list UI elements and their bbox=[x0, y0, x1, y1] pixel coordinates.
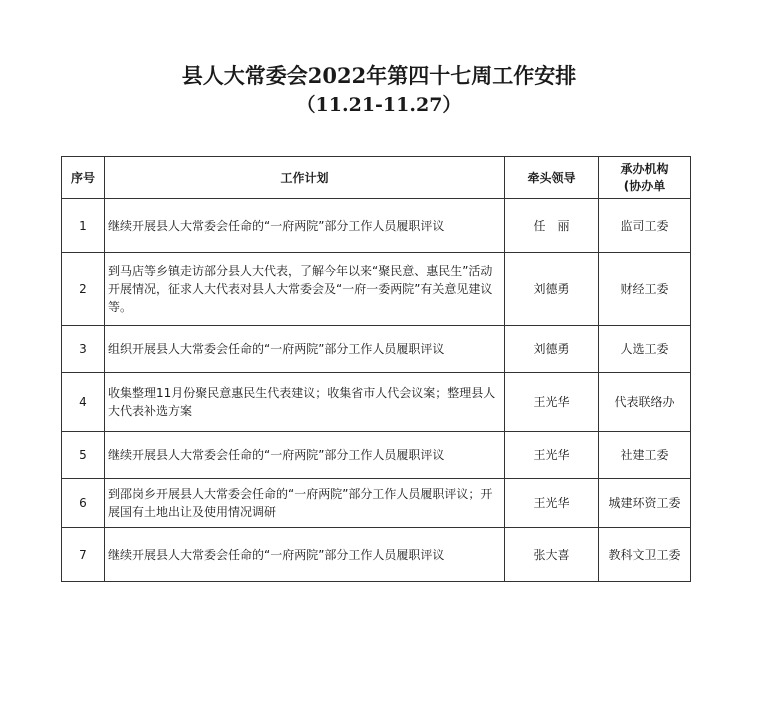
row-org: 社建工委 bbox=[599, 432, 691, 479]
row-org: 财经工委 bbox=[599, 253, 691, 326]
header-org-line2: (协办单 bbox=[623, 178, 666, 193]
row-leader: 刘德勇 bbox=[505, 253, 599, 326]
header-plan: 工作计划 bbox=[105, 157, 505, 199]
row-plan: 组织开展县人大常委会任命的“一府两院”部分工作人员履职评议 bbox=[105, 326, 505, 373]
row-plan: 继续开展县人大常委会任命的“一府两院”部分工作人员履职评议 bbox=[105, 432, 505, 479]
row-leader: 王光华 bbox=[505, 432, 599, 479]
header-leader: 牵头领导 bbox=[505, 157, 599, 199]
row-no: 6 bbox=[62, 479, 105, 528]
table-row bbox=[62, 432, 691, 479]
table-row bbox=[62, 479, 691, 528]
page-subtitle: （11.21-11.27） bbox=[296, 94, 462, 116]
row-plan: 继续开展县人大常委会任命的“一府两院”部分工作人员履职评议 bbox=[105, 199, 505, 253]
row-org: 教科文卫工委 bbox=[599, 528, 691, 582]
row-org: 城建环资工委 bbox=[599, 479, 691, 528]
header-no: 序号 bbox=[62, 157, 105, 199]
row-leader: 任 丽 bbox=[505, 199, 599, 253]
table-row bbox=[62, 326, 691, 373]
row-leader: 王光华 bbox=[505, 373, 599, 432]
row-plan: 到马店等乡镇走访部分县人大代表，了解今年以来“聚民意、惠民生”活动开展情况，征求人大代表对县人大常委会及“一府一委两院”有关意见建议等。 bbox=[105, 253, 505, 326]
table-row bbox=[62, 253, 691, 326]
row-org: 监司工委 bbox=[599, 199, 691, 253]
row-plan: 继续开展县人大常委会任命的“一府两院”部分工作人员履职评议 bbox=[105, 528, 505, 582]
row-plan: 到邵岗乡开展县人大常委会任命的“一府两院”部分工作人员履职评议；开展国有土地出让及使用情况调研 bbox=[105, 479, 505, 528]
row-no: 7 bbox=[62, 528, 105, 582]
schedule-table bbox=[61, 156, 691, 582]
row-no: 3 bbox=[62, 326, 105, 373]
row-org: 人选工委 bbox=[599, 326, 691, 373]
row-no: 2 bbox=[62, 253, 105, 326]
row-plan: 收集整理11月份聚民意惠民生代表建议；收集省市人代会议案；整理县人大代表补选方案 bbox=[105, 373, 505, 432]
row-no: 1 bbox=[62, 199, 105, 253]
table-row bbox=[62, 373, 691, 432]
table-row bbox=[62, 199, 691, 253]
table-header-row bbox=[62, 157, 691, 199]
page-title: 县人大常委会2022年第四十七周工作安排 bbox=[181, 63, 577, 88]
row-org: 代表联络办 bbox=[599, 373, 691, 432]
row-leader: 王光华 bbox=[505, 479, 599, 528]
row-no: 4 bbox=[62, 373, 105, 432]
header-org-line1: 承办机构 bbox=[620, 161, 669, 176]
header-org bbox=[599, 157, 691, 199]
row-leader: 张大喜 bbox=[505, 528, 599, 582]
row-no: 5 bbox=[62, 432, 105, 479]
row-leader: 刘德勇 bbox=[505, 326, 599, 373]
table-row bbox=[62, 528, 691, 582]
